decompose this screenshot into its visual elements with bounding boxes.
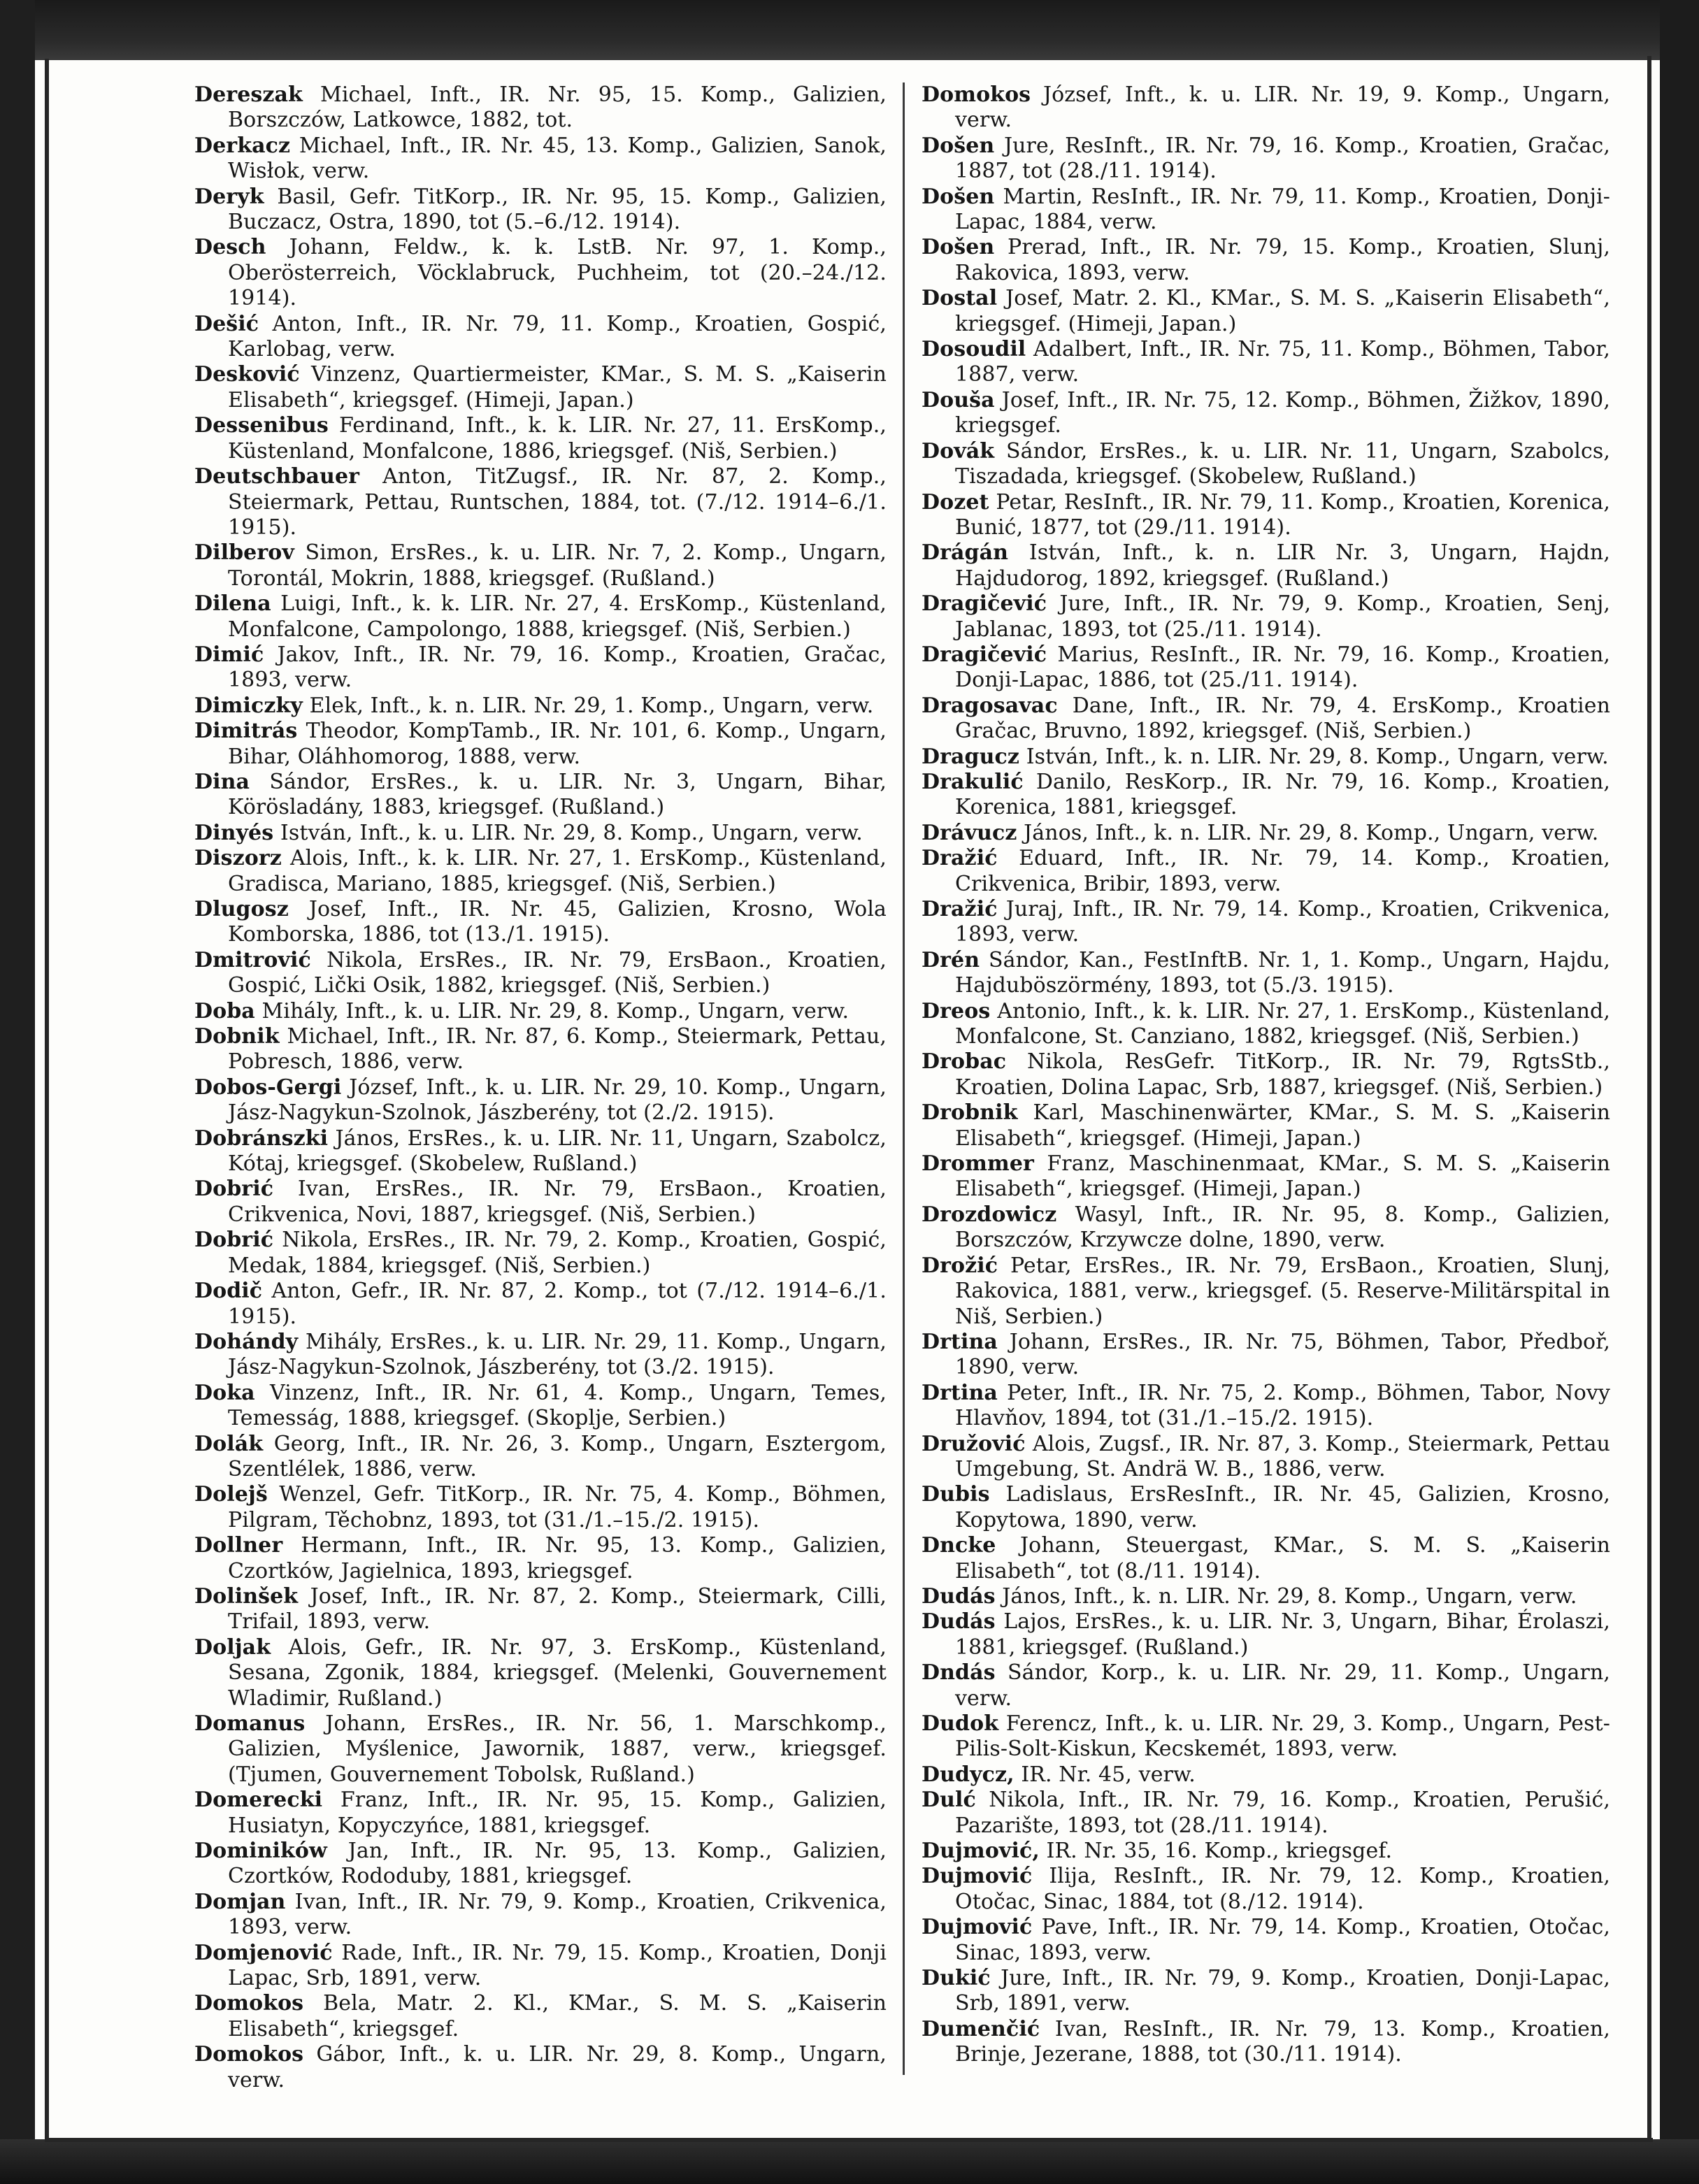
casualty-entry (194, 642, 887, 694)
entry-surname: Dujmović, (922, 1839, 1040, 1864)
entry-surname: Dudás (922, 1583, 996, 1609)
casualty-entry (194, 719, 887, 770)
entry-details: Ivan, ErsRes., IR. Nr. 79, ErsBaon., Kroatien, Crikvenica, Novi, 1887, kriegsgef. (Niš, Serbien.) (228, 1177, 887, 1227)
casualty-entry (922, 82, 1610, 134)
entry-surname: Dovák (922, 438, 995, 464)
entry-surname: Dosoudil (922, 337, 1026, 362)
casualty-entry (194, 1839, 887, 1890)
casualty-entry (922, 1711, 1610, 1762)
casualty-entry (194, 1330, 887, 1381)
entry-details: Ivan, ResInft., IR. Nr. 79, 13. Komp., Kroatien, Brinje, Jezerane, 1888, tot (30./11. 1914). (955, 2016, 1610, 2067)
entry-details: Vinzenz, Inft., IR. Nr. 61, 4. Komp., Ungarn, Temes, Temesság, 1888, kriegsgef. (Skoplje, Serbien.) (228, 1380, 887, 1431)
entry-details: Mihály, Inft., k. u. LIR. Nr. 29, 8. Komp., Ungarn, verw. (261, 998, 850, 1023)
entry-details: Alois, Gefr., IR. Nr. 97, 3. ErsKomp., Küstenland, Sesana, Zgonik, 1884, kriegsgef. (Melenki, Gouvernement Wladimir, Rußland.) (228, 1635, 887, 1711)
casualty-entry (194, 591, 887, 642)
entry-surname: Dobrić (194, 1177, 274, 1202)
entry-details: Karl, Maschinenwärter, KMar., S. M. S. „Kaiserin Elisabeth“, kriegsgef. (Himeji, Japan.) (955, 1100, 1610, 1151)
entry-details: Jan, Inft., IR. Nr. 95, 13. Komp., Galizien, Czortków, Rododuby, 1881, kriegsgef. (228, 1839, 887, 1889)
entry-surname: Dubis (922, 1482, 990, 1507)
entry-details: Georg, Inft., IR. Nr. 26, 3. Komp., Ungarn, Esztergom, Szentlélek, 1886, verw. (228, 1431, 887, 1481)
casualty-entry (194, 312, 887, 363)
casualty-entry (922, 1915, 1610, 1966)
casualty-entry (194, 770, 887, 821)
casualty-entry (194, 185, 887, 236)
entry-details: Hermann, Inft., IR. Nr. 95, 13. Komp., Galizien, Czortków, Jagielnica, 1893, kriegsgef. (228, 1533, 887, 1583)
entry-surname: Dražić (922, 846, 998, 871)
entry-surname: Dreos (922, 998, 991, 1023)
entry-surname: Domjenović (194, 1940, 333, 1965)
entry-details: Michael, Inft., IR. Nr. 95, 15. Komp., Galizien, Borszczów, Latkowce, 1882, tot. (228, 82, 887, 133)
entry-surname: Domanus (194, 1711, 306, 1736)
entry-details: Anton, Inft., IR. Nr. 79, 11. Komp., Kroatien, Gospić, Karlobag, verw. (228, 311, 887, 362)
entry-surname: Dereszak (194, 82, 303, 107)
casualty-entry (194, 82, 887, 134)
entry-details: Josef, Inft., IR. Nr. 87, 2. Komp., Steiermark, Cilli, Trifail, 1893, verw. (228, 1583, 887, 1635)
entry-details: János, ErsRes., k. u. LIR. Nr. 11, Ungarn, Szabolcz, Kótaj, kriegsgef. (Skobelew, Rußland.) (228, 1126, 887, 1177)
entry-details: Bela, Matr. 2. Kl., KMar., S. M. S. „Kaiserin Elisabeth“, kriegsgef. (228, 1991, 887, 2041)
casualty-entry (194, 694, 887, 719)
entry-details: Sándor, ErsRes., k. u. LIR. Nr. 11, Ungarn, Szabolcs, Tiszadada, kriegsgef. (Skobelew, Rußland.) (955, 438, 1610, 489)
casualty-entry (922, 694, 1610, 745)
entry-surname: Dragosavac (922, 693, 1058, 718)
casualty-entry (194, 1279, 887, 1330)
entry-surname: Dimiczky (194, 693, 303, 718)
entry-details: Sándor, ErsRes., k. u. LIR. Nr. 3, Ungarn, Bihar, Körösladány, 1883, kriegsgef. (Rußland.) (228, 769, 887, 820)
casualty-entry (194, 1228, 887, 1279)
entry-surname: Dumenčić (922, 2016, 1040, 2041)
entry-surname: Derkacz (194, 133, 291, 158)
entry-surname: Dobránszki (194, 1126, 329, 1151)
casualty-entry (194, 134, 887, 185)
entry-details: Josef, Matr. 2. Kl., KMar., S. M. S. „Kaiserin Elisabeth“, kriegsgef. (Himeji, Japan.) (955, 286, 1610, 336)
entry-surname: Dragucz (922, 744, 1020, 769)
entry-surname: Domokos (194, 1991, 304, 2016)
entry-details: Nikola, ErsRes., IR. Nr. 79, ErsBaon., Kroatien, Gospić, Lički Osik, 1882, kriegsgef. (Niš, Serbien.) (228, 947, 887, 998)
entry-details: Sándor, Kan., FestInftB. Nr. 1, 1. Komp., Ungarn, Hajdu, Hajduböszörmény, 1893, tot (5./3. 1915). (955, 947, 1610, 998)
casualty-entry (922, 1788, 1610, 1839)
casualty-entry (194, 1024, 887, 1075)
entry-surname: Domokos (194, 2042, 304, 2067)
entry-surname: Dina (194, 769, 250, 794)
casualty-entry (194, 1584, 887, 1635)
entry-details: Franz, Inft., IR. Nr. 95, 15. Komp., Galizien, Husiatyn, Kopyczyńce, 1881, kriegsgef. (228, 1788, 887, 1838)
casualty-entry (922, 185, 1610, 236)
casualty-entry (922, 439, 1610, 490)
casualty-entry (922, 591, 1610, 642)
entry-details: Alois, Inft., k. k. LIR. Nr. 27, 1. ErsKomp., Küstenland, Gradisca, Mariano, 1885, kriegsgef. (Niš, Serbien.) (228, 846, 887, 896)
casualty-entry (922, 745, 1610, 770)
casualty-entry (922, 1839, 1610, 1864)
entry-surname: Dolejš (194, 1482, 268, 1507)
entry-surname: Doljak (194, 1635, 271, 1660)
entry-details: Luigi, Inft., k. k. LIR. Nr. 27, 4. ErsKomp., Küstenland, Monfalcone, Campolongo, 1888, kriegsgef. (Niš, Serbien.) (228, 591, 887, 642)
entry-details: Prerad, Inft., IR. Nr. 79, 15. Komp., Kroatien, Slunj, Rakovica, 1893, verw. (955, 235, 1610, 285)
entry-details: Antonio, Inft., k. k. LIR. Nr. 27, 1. ErsKomp., Küstenland, Monfalcone, St. Canziano, 1882, kriegsgef. (Niš, Serbien.) (955, 998, 1610, 1049)
entry-surname: Dolák (194, 1431, 264, 1456)
entry-details: Lajos, ErsRes., k. u. LIR. Nr. 3, Ungarn, Bihar, Érolaszi, 1881, kriegsgef. (Rußland.) (955, 1609, 1610, 1660)
scan-border-left (0, 0, 35, 2184)
entry-surname: Dujmović (922, 1915, 1033, 1940)
casualty-entry (922, 999, 1610, 1050)
entry-details: Theodor, KompTamb., IR. Nr. 101, 6. Komp., Ungarn, Bihar, Oláhhomorog, 1888, verw. (228, 719, 887, 769)
casualty-entry (922, 286, 1610, 337)
entry-surname: Dostal (922, 286, 998, 311)
entry-surname: Drtina (922, 1380, 998, 1405)
entry-surname: Dudycz, (922, 1762, 1015, 1787)
entry-surname: Dragičević (922, 591, 1047, 617)
entry-surname: Dozet (922, 489, 989, 515)
entry-details: Johann, ErsRes., IR. Nr. 56, 1. Marschkomp., Galizien, Myślenice, Jawornik, 1887, verw., kriegsgef. (Tjumen, Gouvernement Tobolsk, Rußland.) (228, 1711, 887, 1787)
entry-details: Eduard, Inft., IR. Nr. 79, 14. Komp., Kroatien, Crikvenica, Bribir, 1893, verw. (955, 846, 1610, 896)
casualty-entry (922, 1202, 1610, 1253)
casualty-entry (194, 1890, 887, 1941)
casualty-entry (194, 2042, 887, 2093)
right-column (922, 82, 1610, 2068)
casualty-entry (194, 1075, 887, 1126)
casualty-entry (922, 1482, 1610, 1533)
entry-surname: Došen (922, 235, 995, 260)
casualty-entry (194, 464, 887, 540)
entry-surname: Došen (922, 184, 995, 209)
entry-details: Peter, Inft., IR. Nr. 75, 2. Komp., Böhmen, Tabor, Novy Hlavňov, 1894, tot (31./1.–15./2. 1915). (955, 1380, 1610, 1431)
page-frame-right (1647, 56, 1651, 2142)
entry-details: Alois, Zugsf., IR. Nr. 87, 3. Komp., Steiermark, Pettau Umgebung, St. Andrä W. B., 1886, verw. (955, 1431, 1610, 1481)
entry-surname: Dobos-Gergi (194, 1075, 342, 1100)
entry-surname: Douša (922, 387, 995, 412)
casualty-entry (194, 362, 887, 413)
entry-details: Michael, Inft., IR. Nr. 45, 13. Komp., Galizien, Sanok, Wisłok, verw. (228, 133, 887, 184)
entry-details: Basil, Gefr. TitKorp., IR. Nr. 95, 15. Komp., Galizien, Buczacz, Ostra, 1890, tot (5.–6./12. 1914). (228, 184, 887, 235)
entry-surname: Dncke (922, 1533, 996, 1558)
casualty-entry (194, 1788, 887, 1839)
entry-surname: Drágán (922, 540, 1009, 566)
entry-details: IR. Nr. 45, verw. (1021, 1762, 1196, 1787)
casualty-entry (922, 540, 1610, 591)
casualty-entry (922, 897, 1610, 948)
entry-surname: Drožić (922, 1253, 998, 1278)
entry-surname: Dulć (922, 1788, 976, 1813)
entry-details: Johann, Steuergast, KMar., S. M. S. „Kaiserin Elisabeth“, tot (8./11. 1914). (955, 1533, 1610, 1583)
casualty-entry (922, 490, 1610, 541)
entry-surname: Dinyés (194, 820, 274, 845)
entry-details: Nikola, ErsRes., IR. Nr. 79, 2. Komp., Kroatien, Gospić, Medak, 1884, kriegsgef. (Niš, Serbien.) (228, 1228, 887, 1278)
entry-surname: Dollner (194, 1533, 283, 1558)
entry-details: József, Inft., k. u. LIR. Nr. 19, 9. Komp., Ungarn, verw. (955, 82, 1610, 133)
casualty-entry (194, 897, 887, 948)
entry-details: Sándor, Korp., k. u. LIR. Nr. 29, 11. Komp., Ungarn, verw. (955, 1660, 1610, 1711)
casualty-entry (194, 1126, 887, 1177)
casualty-entry (922, 2017, 1610, 2068)
entry-surname: Dimitrás (194, 719, 298, 744)
casualty-entry (922, 1762, 1610, 1788)
entry-surname: Diszorz (194, 846, 282, 871)
casualty-entry (922, 388, 1610, 439)
entry-details: Elek, Inft., k. n. LIR. Nr. 29, 1. Komp., Ungarn, verw. (309, 693, 874, 718)
casualty-entry (922, 1609, 1610, 1660)
entry-details: Martin, ResInft., IR. Nr. 79, 11. Komp., Kroatien, Donji-Lapac, 1884, verw. (955, 184, 1610, 235)
entry-surname: Dodič (194, 1279, 263, 1304)
casualty-entry (922, 1381, 1610, 1432)
entry-surname: Dujmović (922, 1864, 1033, 1889)
entry-details: János, Inft., k. n. LIR. Nr. 29, 8. Komp., Ungarn, verw. (1024, 820, 1599, 845)
casualty-entry (922, 1864, 1610, 1915)
casualty-entry (922, 1330, 1610, 1381)
scan-border-right (1660, 0, 1699, 2184)
entry-surname: Dilena (194, 591, 271, 617)
casualty-entry (922, 1253, 1610, 1330)
casualty-entry (922, 134, 1610, 185)
entry-details: Pave, Inft., IR. Nr. 79, 14. Komp., Kroatien, Otočac, Sinac, 1893, verw. (955, 1915, 1610, 1965)
casualty-entry (922, 1966, 1610, 2017)
entry-surname: Domokos (922, 82, 1031, 107)
entry-details: Ladislaus, ErsResInft., IR. Nr. 45, Galizien, Krosno, Kopytowa, 1890, verw. (955, 1482, 1610, 1532)
entry-details: Johann, Feldw., k. k. LstB. Nr. 97, 1. Komp., Oberösterreich, Vöcklabruck, Puchheim, tot (20.–24./12. 1914). (228, 235, 887, 311)
entry-details: Ferencz, Inft., k. u. LIR. Nr. 29, 3. Komp., Ungarn, Pest-Pilis-Solt-Kiskun, Kecskemét, 1893, verw. (955, 1711, 1610, 1762)
entry-surname: Domerecki (194, 1788, 323, 1813)
entry-details: Ilija, ResInft., IR. Nr. 79, 12. Komp., Kroatien, Otočac, Sinac, 1884, tot (8./12. 1914). (955, 1864, 1610, 1914)
casualty-entry (922, 1660, 1610, 1711)
casualty-entry (194, 1177, 887, 1228)
casualty-entry (922, 846, 1610, 897)
entry-details: Nikola, ResGefr. TitKorp., IR. Nr. 79, RgtsStb., Kroatien, Dolina Lapac, Srb, 1887, kriegsgef. (Niš, Serbien.) (955, 1049, 1610, 1100)
entry-surname: Dimić (194, 642, 264, 667)
casualty-entry (194, 1381, 887, 1432)
entry-surname: Dobrić (194, 1228, 274, 1253)
entry-surname: Doba (194, 998, 255, 1023)
entry-surname: Dudok (922, 1711, 999, 1736)
scan-border-bottom (0, 2139, 1699, 2184)
entry-details: Gábor, Inft., k. u. LIR. Nr. 29, 8. Komp., Ungarn, verw. (228, 2042, 887, 2092)
entry-details: Wenzel, Gefr. TitKorp., IR. Nr. 75, 4. Komp., Böhmen, Pilgram, Těchobnz, 1893, tot (31./1.–15./2. 1915). (228, 1482, 887, 1532)
entry-surname: Drakulić (922, 769, 1024, 794)
casualty-entry (194, 540, 887, 591)
entry-surname: Drommer (922, 1151, 1034, 1177)
entry-details: József, Inft., k. u. LIR. Nr. 29, 10. Komp., Ungarn, Jász-Nagykun-Szolnok, Jászberény, tot (2./2. 1915). (228, 1075, 887, 1126)
casualty-entry (194, 1711, 887, 1788)
casualty-entry (922, 1584, 1610, 1609)
entry-details: Nikola, Inft., IR. Nr. 79, 16. Komp., Kroatien, Perušić, Pazarište, 1893, tot (28./11. 1914). (955, 1788, 1610, 1838)
casualty-entry (922, 821, 1610, 846)
entry-surname: Deryk (194, 184, 264, 209)
entry-surname: Drávucz (922, 820, 1017, 845)
casualty-entry (194, 821, 887, 846)
entry-surname: Dominików (194, 1839, 327, 1864)
casualty-entry (922, 1432, 1610, 1483)
entry-details: Marius, ResInft., IR. Nr. 79, 16. Komp., Kroatien, Donji-Lapac, 1886, tot (25./11. 1914). (955, 642, 1610, 693)
casualty-entry (922, 1049, 1610, 1100)
entry-details: János, Inft., k. n. LIR. Nr. 29, 8. Komp., Ungarn, verw. (1002, 1583, 1577, 1609)
entry-surname: Desch (194, 235, 266, 260)
entry-surname: Družović (922, 1431, 1026, 1456)
page-frame-left (45, 59, 49, 2142)
entry-surname: Došen (922, 133, 995, 158)
entry-details: Petar, ErsRes., IR. Nr. 79, ErsBaon., Kroatien, Slunj, Rakovica, 1881, verw., kriegsgef. (5. Reserve-Militärspital in Niš, Serbien.) (955, 1253, 1610, 1329)
entry-details: Wasyl, Inft., IR. Nr. 95, 8. Komp., Galizien, Borszczów, Krzywcze dolne, 1890, verw. (955, 1202, 1610, 1253)
entry-details: Dane, Inft., IR. Nr. 79, 4. ErsKomp., Kroatien Gračac, Bruvno, 1892, kriegsgef. (Niš, Serbien.) (955, 693, 1610, 744)
entry-details: István, Inft., k. n. LIR. Nr. 29, 8. Komp., Ungarn, verw. (1026, 744, 1609, 769)
entry-details: Jure, Inft., IR. Nr. 79, 9. Komp., Kroatien, Senj, Jablanac, 1893, tot (25./11. 1914). (955, 591, 1610, 642)
entry-details: Adalbert, Inft., IR. Nr. 75, 11. Komp., Böhmen, Tabor, 1887, verw. (955, 337, 1610, 387)
casualty-entry (922, 1100, 1610, 1151)
entry-surname: Dražić (922, 897, 998, 921)
entry-surname: Doka (194, 1380, 255, 1405)
entry-surname: Drozdowicz (922, 1202, 1057, 1227)
entry-details: Anton, TitZugsf., IR. Nr. 87, 2. Komp., Steiermark, Pettau, Runtschen, 1884, tot. (7./12. 1914–6./1. 1915). (228, 464, 887, 540)
entry-surname: Drobac (922, 1049, 1007, 1075)
entry-surname: Dragičević (922, 642, 1047, 667)
entry-surname: Drén (922, 947, 980, 972)
entry-details: Michael, Inft., IR. Nr. 87, 6. Komp., Steiermark, Pettau, Pobresch, 1886, verw. (228, 1024, 887, 1075)
entry-surname: Drobnik (922, 1100, 1018, 1126)
entry-details: Franz, Maschinenmaat, KMar., S. M. S. „Kaiserin Elisabeth“, kriegsgef. (Himeji, Japan.) (955, 1151, 1610, 1202)
entry-details: István, Inft., k. u. LIR. Nr. 29, 8. Komp., Ungarn, verw. (280, 820, 863, 845)
page-frame-bottom (45, 2138, 1653, 2142)
entry-surname: Dohándy (194, 1329, 299, 1354)
entry-details: Jure, Inft., IR. Nr. 79, 9. Komp., Kroatien, Donji-Lapac, Srb, 1891, verw. (955, 1966, 1610, 2016)
casualty-entry (922, 337, 1610, 388)
entry-details: Petar, ResInft., IR. Nr. 79, 11. Komp., Kroatien, Korenica, Bunić, 1877, tot (29./11. 1914). (955, 489, 1610, 540)
entry-surname: Dessenibus (194, 413, 329, 438)
casualty-entry (922, 948, 1610, 999)
casualty-entry (194, 1635, 887, 1711)
entry-details: Ivan, Inft., IR. Nr. 79, 9. Komp., Kroatien, Crikvenica, 1893, verw. (228, 1889, 887, 1940)
casualty-entry (194, 1991, 887, 2042)
column-divider (903, 82, 905, 2075)
casualty-entry (922, 235, 1610, 286)
entry-details: Vinzenz, Quartiermeister, KMar., S. M. S. „Kaiserin Elisabeth“, kriegsgef. (Himeji, Japan.) (228, 362, 887, 412)
entry-details: István, Inft., k. n. LIR Nr. 3, Ungarn, Hajdn, Hajdudorog, 1892, kriegsgef. (Rußland.) (955, 540, 1610, 591)
entry-details: Jure, ResInft., IR. Nr. 79, 16. Komp., Kroatien, Gračac, 1887, tot (28./11. 1914). (955, 133, 1610, 184)
entry-details: Johann, ErsRes., IR. Nr. 75, Böhmen, Tabor, Předboř, 1890, verw. (955, 1329, 1610, 1380)
entry-surname: Desković (194, 362, 300, 387)
casualty-entry (922, 1533, 1610, 1584)
casualty-entry (194, 1482, 887, 1533)
entry-details: Simon, ErsRes., k. u. LIR. Nr. 7, 2. Komp., Ungarn, Torontál, Mokrin, 1888, kriegsgef. (Rußland.) (228, 540, 887, 591)
casualty-entry (194, 413, 887, 464)
casualty-entry (194, 846, 887, 897)
casualty-entry (194, 1941, 887, 1992)
casualty-entry (922, 770, 1610, 821)
entry-surname: Dolinšek (194, 1583, 299, 1609)
entry-details: Juraj, Inft., IR. Nr. 79, 14. Komp., Kroatien, Crikvenica, 1893, verw. (955, 897, 1610, 947)
entry-details: Jakov, Inft., IR. Nr. 79, 16. Komp., Kroatien, Gračac, 1893, verw. (228, 642, 887, 693)
casualty-entry (922, 642, 1610, 694)
entry-details: IR. Nr. 35, 16. Komp., kriegsgef. (1046, 1839, 1393, 1864)
entry-surname: Dudás (922, 1609, 996, 1635)
entry-surname: Deutschbauer (194, 464, 360, 489)
entry-surname: Dndás (922, 1660, 996, 1686)
entry-surname: Dešić (194, 311, 259, 336)
entry-details: Rade, Inft., IR. Nr. 79, 15. Komp., Kroatien, Donji Lapac, Srb, 1891, verw. (228, 1940, 887, 1991)
entry-surname: Dobnik (194, 1024, 280, 1049)
entry-surname: Domjan (194, 1889, 286, 1914)
entry-surname: Dilberov (194, 540, 294, 566)
entry-details: Ferdinand, Inft., k. k. LIR. Nr. 27, 11. ErsKomp., Küstenland, Monfalcone, 1886, kriegsgef. (Niš, Serbien.) (228, 413, 887, 464)
left-column (194, 82, 887, 2093)
entry-details: Mihály, ErsRes., k. u. LIR. Nr. 29, 11. Komp., Ungarn, Jász-Nagykun-Szolnok, Jászberény, tot (3./2. 1915). (228, 1329, 887, 1380)
entry-details: Josef, Inft., IR. Nr. 75, 12. Komp., Böhmen, Žižkov, 1890, kriegsgef. (955, 387, 1610, 438)
entry-surname: Dukić (922, 1966, 991, 1991)
entry-surname: Dmitrović (194, 947, 311, 972)
casualty-entry (194, 1432, 887, 1483)
casualty-entry (194, 948, 887, 999)
scan-border-top (0, 0, 1699, 60)
entry-details: Josef, Inft., IR. Nr. 45, Galizien, Krosno, Wola Komborska, 1886, tot (13./1. 1915). (228, 897, 887, 947)
entry-surname: Dlugosz (194, 897, 289, 921)
casualty-entry (194, 235, 887, 311)
entry-details: Anton, Gefr., IR. Nr. 87, 2. Komp., tot (7./12. 1914–6./1. 1915). (228, 1279, 887, 1329)
casualty-entry (194, 1533, 887, 1584)
entry-details: Danilo, ResKorp., IR. Nr. 79, 16. Komp., Kroatien, Korenica, 1881, kriegsgef. (955, 769, 1610, 820)
casualty-entry (922, 1151, 1610, 1202)
entry-surname: Drtina (922, 1329, 998, 1354)
casualty-entry (194, 999, 887, 1024)
